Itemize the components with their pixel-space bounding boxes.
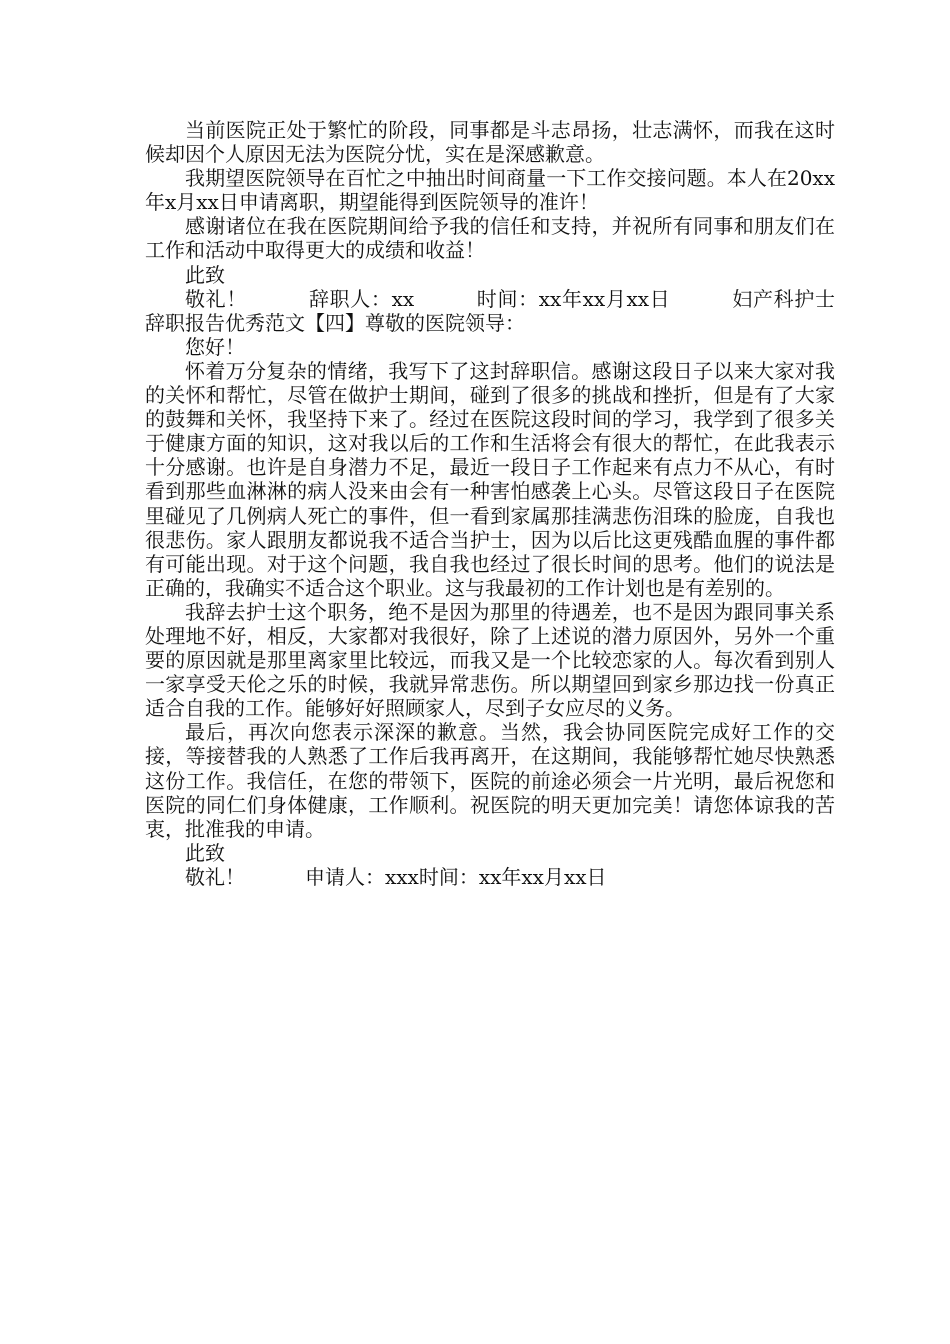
paragraph-thanks: 感谢诸位在我在医院期间给予我的信任和支持，并祝所有同事和朋友们在工作和活动中取得更大的成绩和收益！ <box>145 214 835 263</box>
closing-cizhi: 此致 <box>185 262 225 287</box>
paragraph-final-apology: 最后，再次向您表示深深的歉意。当然，我会协同医院完成好工作的交接，等接替我的人熟悉了工作后我再离开，在这期间，我能够帮忙她尽快熟悉这份工作。我信任，在您的带领下，医院的前途必须会一片光明，最后祝您和医院的同仁们身体健康，工作顺利。祝医院的明天更加完美！请您体谅我的苦衷，批准我的申请。 <box>145 720 835 841</box>
signature-applicant: 敬礼！ 申请人：xxx时间：xx年xx月xx日 <box>185 864 607 889</box>
signature-and-next-title: 敬礼！ 辞职人：xx 时间：xx年xx月xx日 妇产科护士辞职报告优秀范文【四】尊敬的医院领导： <box>145 286 835 335</box>
paragraph-feelings: 怀着万分复杂的情绪，我写下了这封辞职信。感谢这段日子以来大家对我的关怀和帮忙，尽管在做护士期间，碰到了很多的挑战和挫折，但是有了大家的鼓舞和关怀，我坚持下来了。经过在医院这段时间的学习，我学到了很多关于健康方面的知识，这对我以后的工作和生活将会有很大的帮忙，在此我表示十分感谢。也许是自身潜力不足，最近一段日子工作起来有点力不从心，有时看到那些血淋淋的病人没来由会有一种害怕感袭上心头。尽管这段日子在医院里碰见了几例病人死亡的事件，但一看到家属那挂满悲伤泪珠的脸庞，自我也很悲伤。家人跟朋友都说我不适合当护士，因为以后比这更残酷血腥的事件都有可能出现。对于这个问题，我自我也经过了很长时间的思考。他们的说法是正确的，我确实不适合这个职业。这与我最初的工作计划也是有差别的。 <box>145 358 835 600</box>
paragraph-apology: 当前医院正处于繁忙的阶段，同事都是斗志昂扬，壮志满怀，而我在这时候却因个人原因无法为医院分忧，实在是深感歉意。 <box>145 118 835 167</box>
paragraph-reasons: 我辞去护士这个职务，绝不是因为那里的待遇差，也不是因为跟同事关系处理地不好，相反，大家都对我很好，除了上述说的潜力原因外，另外一个重要的原因就是那里离家里比较远，而我又是一个比较恋家的人。每次看到别人一家享受天伦之乐的时候，我就异常悲伤。所以期望回到家乡那边找一份真正适合自我的工作。能够好好照顾家人，尽到子女应尽的义务。 <box>145 599 835 721</box>
greeting: 您好！ <box>185 334 245 359</box>
paragraph-handover-request: 我期望医院领导在百忙之中抽出时间商量一下工作交接问题。本人在20xx年x月xx日申请离职，期望能得到医院领导的准许！ <box>145 166 835 215</box>
letter-body <box>145 118 835 889</box>
closing-cizhi-2: 此致 <box>185 840 225 865</box>
